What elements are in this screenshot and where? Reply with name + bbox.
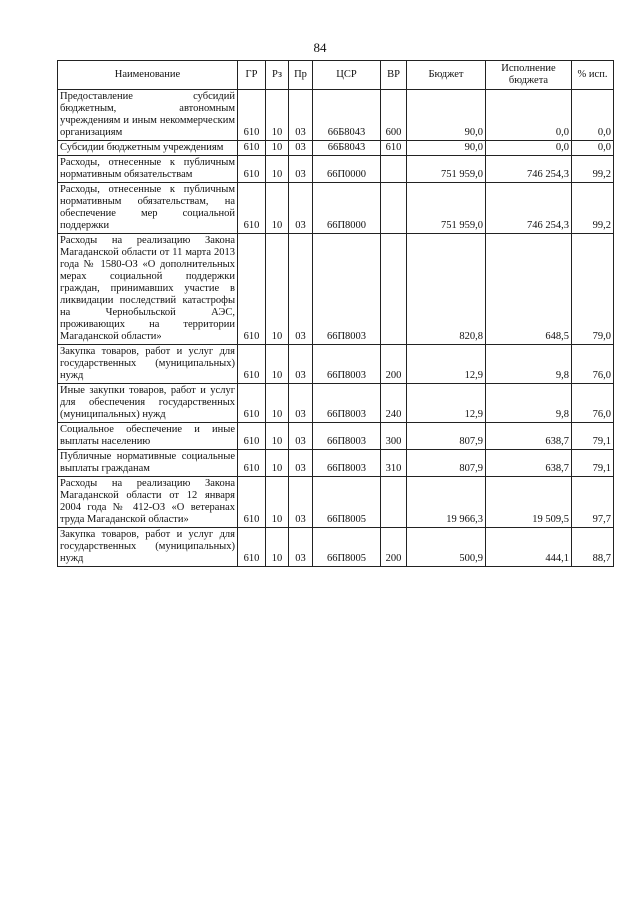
table-row (58, 141, 614, 156)
table-row (58, 477, 614, 528)
cell-vr (381, 234, 407, 345)
cell-pct: 79,0 (572, 234, 614, 345)
cell-name: Расходы на реализацию Закона Магаданской области от 11 марта 2013 года № 1580-ОЗ «О дополнительных мерах социальной поддержки граждан, принимавших участие в ликвидации последствий катастрофы на Чернобыльской АЭС, проживающих на территории Магаданской области» (58, 234, 238, 345)
cell-vr (381, 477, 407, 528)
cell-vr: 600 (381, 90, 407, 141)
table-row (58, 345, 614, 384)
header-rz: Рз (266, 61, 289, 90)
table-row (58, 384, 614, 423)
cell-vr: 240 (381, 384, 407, 423)
cell-rz: 10 (266, 423, 289, 450)
cell-execution: 444,1 (486, 528, 572, 567)
table-row (58, 450, 614, 477)
header-name: Наименование (58, 61, 238, 90)
cell-gr: 610 (238, 477, 266, 528)
cell-gr: 610 (238, 423, 266, 450)
cell-pct: 79,1 (572, 423, 614, 450)
cell-rz: 10 (266, 384, 289, 423)
cell-name: Субсидии бюджетным учреждениям (58, 141, 238, 156)
cell-csr: 66П8003 (313, 450, 381, 477)
cell-budget: 820,8 (407, 234, 486, 345)
cell-pct: 0,0 (572, 90, 614, 141)
cell-pct: 76,0 (572, 384, 614, 423)
cell-pr: 03 (289, 234, 313, 345)
cell-execution: 0,0 (486, 90, 572, 141)
cell-budget: 500,9 (407, 528, 486, 567)
cell-gr: 610 (238, 183, 266, 234)
cell-rz: 10 (266, 141, 289, 156)
cell-name: Расходы, отнесенные к публичным нормативным обязательствам, на обеспечение мер социальной поддержки (58, 183, 238, 234)
cell-name: Расходы на реализацию Закона Магаданской области от 12 января 2004 года № 412-ОЗ «О ветеранах труда Магаданской области» (58, 477, 238, 528)
cell-pr: 03 (289, 183, 313, 234)
cell-budget: 807,9 (407, 423, 486, 450)
cell-vr (381, 183, 407, 234)
cell-budget: 12,9 (407, 384, 486, 423)
cell-name: Публичные нормативные социальные выплаты гражданам (58, 450, 238, 477)
cell-execution: 648,5 (486, 234, 572, 345)
cell-pct: 0,0 (572, 141, 614, 156)
table-row (58, 528, 614, 567)
table-row (58, 183, 614, 234)
cell-pr: 03 (289, 528, 313, 567)
cell-execution: 0,0 (486, 141, 572, 156)
cell-execution: 9,8 (486, 384, 572, 423)
cell-pr: 03 (289, 141, 313, 156)
cell-pr: 03 (289, 450, 313, 477)
cell-name: Закупка товаров, работ и услуг для государственных (муниципальных) нужд (58, 345, 238, 384)
cell-gr: 610 (238, 450, 266, 477)
cell-pr: 03 (289, 423, 313, 450)
cell-csr: 66П8005 (313, 528, 381, 567)
cell-pct: 79,1 (572, 450, 614, 477)
cell-gr: 610 (238, 345, 266, 384)
cell-pr: 03 (289, 90, 313, 141)
cell-name: Предоставление субсидий бюджетным, автономным учреждениям и иным некоммерческим организациям (58, 90, 238, 141)
header-pct: % исп. (572, 61, 614, 90)
cell-budget: 90,0 (407, 90, 486, 141)
cell-pct: 88,7 (572, 528, 614, 567)
cell-budget: 751 959,0 (407, 183, 486, 234)
table-header-row (58, 61, 614, 90)
table-row (58, 423, 614, 450)
cell-rz: 10 (266, 234, 289, 345)
cell-pct: 97,7 (572, 477, 614, 528)
cell-budget: 807,9 (407, 450, 486, 477)
cell-csr: 66П0000 (313, 156, 381, 183)
cell-pr: 03 (289, 477, 313, 528)
cell-pct: 99,2 (572, 156, 614, 183)
cell-pr: 03 (289, 156, 313, 183)
cell-pct: 76,0 (572, 345, 614, 384)
cell-csr: 66П8003 (313, 423, 381, 450)
cell-pr: 03 (289, 384, 313, 423)
cell-gr: 610 (238, 528, 266, 567)
cell-csr: 66П8005 (313, 477, 381, 528)
cell-execution: 9,8 (486, 345, 572, 384)
header-csr: ЦСР (313, 61, 381, 90)
cell-name: Расходы, отнесенные к публичным нормативным обязательствам (58, 156, 238, 183)
cell-vr: 300 (381, 423, 407, 450)
cell-budget: 12,9 (407, 345, 486, 384)
cell-vr: 610 (381, 141, 407, 156)
cell-execution: 19 509,5 (486, 477, 572, 528)
cell-budget: 19 966,3 (407, 477, 486, 528)
cell-csr: 66П8003 (313, 345, 381, 384)
header-gr: ГР (238, 61, 266, 90)
page-number: 84 (313, 40, 327, 55)
cell-pct: 99,2 (572, 183, 614, 234)
cell-pr: 03 (289, 345, 313, 384)
header-execution: Исполнение бюджета (486, 61, 572, 90)
cell-rz: 10 (266, 477, 289, 528)
table-row (58, 90, 614, 141)
table-row (58, 156, 614, 183)
cell-rz: 10 (266, 183, 289, 234)
cell-csr: 66Б8043 (313, 141, 381, 156)
cell-gr: 610 (238, 156, 266, 183)
cell-name: Иные закупки товаров, работ и услуг для обеспечения государственных (муниципальных) нужд (58, 384, 238, 423)
cell-rz: 10 (266, 450, 289, 477)
cell-execution: 638,7 (486, 423, 572, 450)
budget-table (57, 60, 614, 567)
cell-csr: 66П8003 (313, 384, 381, 423)
cell-gr: 610 (238, 90, 266, 141)
cell-rz: 10 (266, 528, 289, 567)
cell-vr: 200 (381, 345, 407, 384)
cell-execution: 746 254,3 (486, 183, 572, 234)
cell-rz: 10 (266, 156, 289, 183)
cell-budget: 90,0 (407, 141, 486, 156)
cell-execution: 638,7 (486, 450, 572, 477)
cell-rz: 10 (266, 90, 289, 141)
header-budget: Бюджет (407, 61, 486, 90)
cell-gr: 610 (238, 384, 266, 423)
cell-gr: 610 (238, 234, 266, 345)
cell-name: Закупка товаров, работ и услуг для государственных (муниципальных) нужд (58, 528, 238, 567)
cell-vr (381, 156, 407, 183)
header-pr: Пр (289, 61, 313, 90)
cell-name: Социальное обеспечение и иные выплаты населению (58, 423, 238, 450)
cell-csr: 66Б8043 (313, 90, 381, 141)
cell-gr: 610 (238, 141, 266, 156)
cell-csr: 66П8000 (313, 183, 381, 234)
cell-csr: 66П8003 (313, 234, 381, 345)
cell-rz: 10 (266, 345, 289, 384)
cell-vr: 200 (381, 528, 407, 567)
cell-execution: 746 254,3 (486, 156, 572, 183)
cell-vr: 310 (381, 450, 407, 477)
table-row (58, 234, 614, 345)
cell-budget: 751 959,0 (407, 156, 486, 183)
header-vr: ВР (381, 61, 407, 90)
